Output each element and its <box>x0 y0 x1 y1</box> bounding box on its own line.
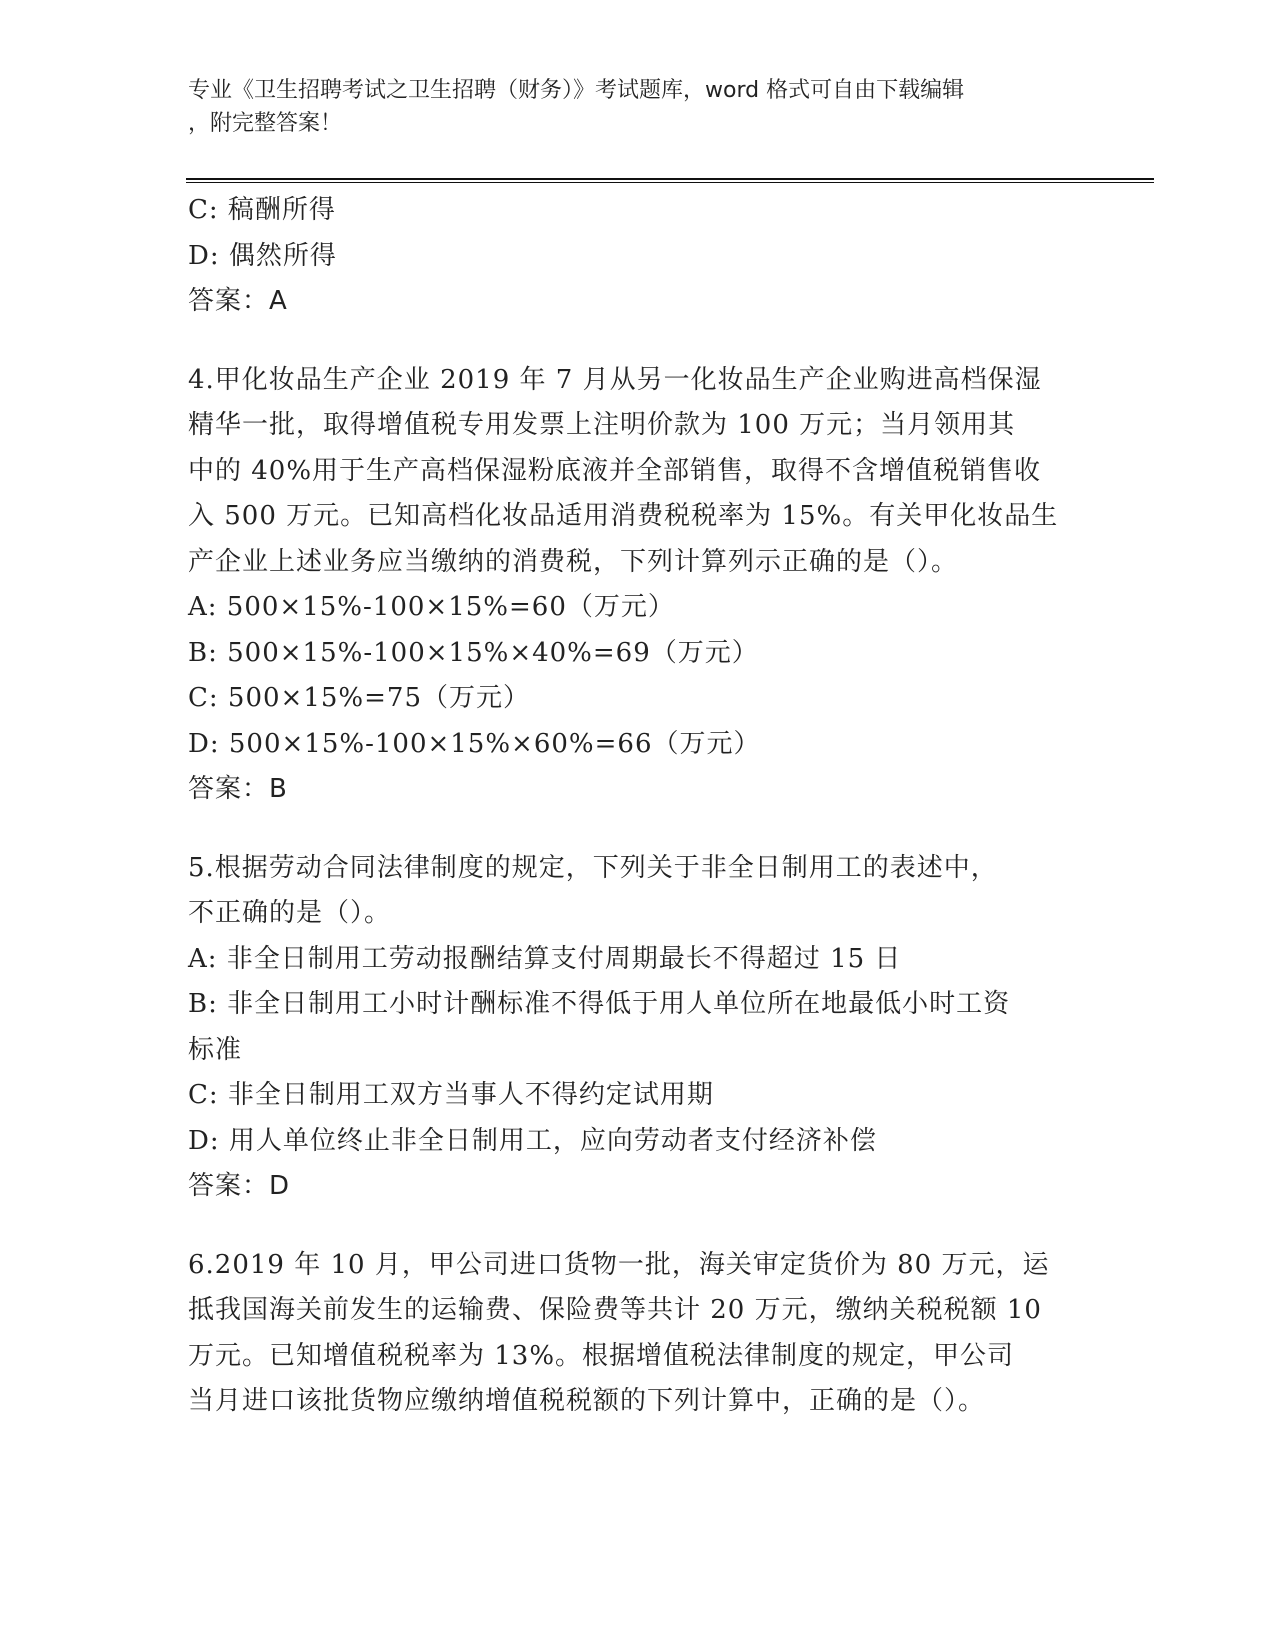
header-divider-thin <box>186 182 1154 183</box>
document-body <box>188 188 1088 1425</box>
question-6 <box>188 1243 1088 1425</box>
option-d: D: 用人单位终止非全日制用工，应向劳动者支付经济补偿 <box>188 1125 877 1156</box>
option-d: D: 500×15%-100×15%×60%=66（万元） <box>188 728 761 759</box>
option-c: C: 非全日制用工双方当事人不得约定试用期 <box>188 1080 714 1110</box>
option-c: C: 稿酬所得 <box>188 195 336 225</box>
document-header <box>188 74 1068 140</box>
header-divider-thick <box>186 178 1154 180</box>
option-a: A: 500×15%-100×15%=60（万元） <box>188 592 675 622</box>
question-stem-line: 产企业上述业务应当缴纳的消费税，下列计算列示正确的是（）。 <box>188 546 959 577</box>
question-stem-line: 抵我国海关前发生的运输费、保险费等共计 20 万元，缴纳关税税额 10 <box>188 1295 1042 1325</box>
question-stem-line: 当月进口该批货物应缴纳增值税税额的下列计算中，正确的是（）。 <box>188 1386 986 1416</box>
question-stem-line: 入 500 万元。已知高档化妆品适用消费税税率为 15%。有关甲化妆品生 <box>188 501 1059 531</box>
question-stem-line: 中的 40%用于生产高档保湿粉底液并全部销售，取得不含增值税销售收 <box>188 455 1042 486</box>
answer-line: 答案：B <box>188 774 288 804</box>
question-3-tail <box>188 188 1088 325</box>
question-stem-line: 4.甲化妆品生产企业 2019 年 7 月从另一化妆品生产企业购进高档保湿 <box>188 364 1042 395</box>
option-d: D: 偶然所得 <box>188 240 337 271</box>
header-line-1: 专业《卫生招聘考试之卫生招聘（财务）》考试题库，word 格式可自由下载编辑 <box>188 78 965 103</box>
question-stem-line: 精华一批，取得增值税专用发票上注明价款为 100 万元；当月领用其 <box>188 410 1016 440</box>
option-b-continued: 标准 <box>188 1034 243 1065</box>
question-4 <box>188 358 1088 813</box>
question-stem-line: 6.2019 年 10 月，甲公司进口货物一批，海关审定货价为 80 万元，运 <box>188 1249 1050 1280</box>
option-b: B: 500×15%-100×15%×40%=69（万元） <box>188 637 759 668</box>
question-stem-line: 5.根据劳动合同法律制度的规定，下列关于非全日制用工的表述中， <box>188 852 998 883</box>
answer-line: 答案：A <box>188 286 288 316</box>
question-5 <box>188 846 1088 1210</box>
question-stem-line: 不正确的是（）。 <box>188 898 392 928</box>
answer-line: 答案：D <box>188 1171 291 1201</box>
option-c: C: 500×15%=75（万元） <box>188 683 530 713</box>
header-line-2: ，附完整答案！ <box>188 111 343 136</box>
question-stem-line: 万元。已知增值税税率为 13%。根据增值税法律制度的规定，甲公司 <box>188 1340 1015 1371</box>
option-b: B: 非全日制用工小时计酬标准不得低于用人单位所在地最低小时工资 <box>188 989 1011 1019</box>
option-a: A: 非全日制用工劳动报酬结算支付周期最长不得超过 15 日 <box>188 943 902 974</box>
